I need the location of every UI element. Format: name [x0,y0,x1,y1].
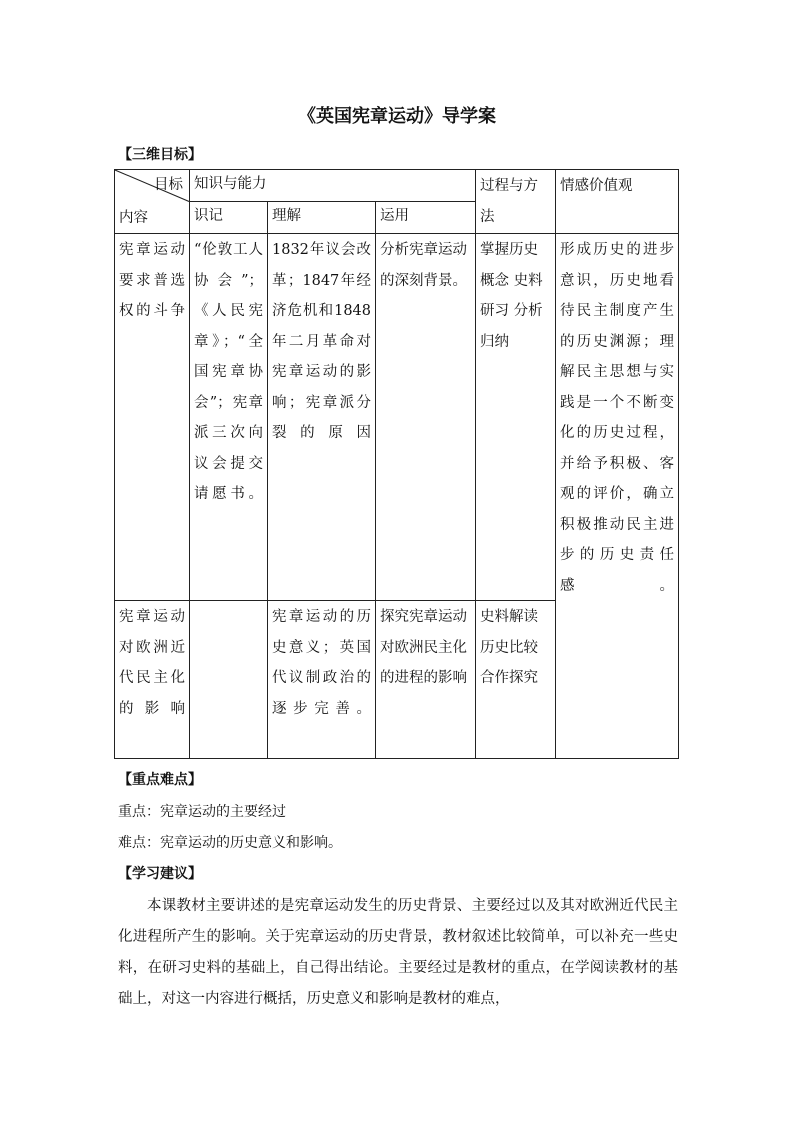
header-process: 过程与方法 [476,170,556,234]
key-point-text: 重点：宪章运动的主要经过 [118,804,286,820]
section-heading-goals: 【三维目标】 [118,147,202,163]
row1-understand: 1832年议会改革；1847年经济危机和1848年二月革命对宪章运动的影响；宪章派分裂的原因 [268,234,376,601]
row1-apply: 分析宪章运动的深刻背景。 [376,234,476,601]
header-recall: 识记 [190,202,268,234]
header-emotion: 情感价值观 [556,170,679,234]
row1-content: 宪章运动要求普选权的斗争 [115,234,190,601]
row1-recall: “伦敦工人协会”；《人民宪章》；“全国宪章协会”；宪章派三次向议会提交请愿书。 [190,234,268,601]
difficult-point-text: 难点：宪章运动的历史意义和影响。 [118,835,342,851]
diagonal-header-cell [115,170,190,234]
section-heading-advice: 【学习建议】 [118,866,202,882]
row2-content: 宪章运动对欧洲近代民主化的影响 [115,601,190,759]
row1-process: 掌握历史概念 史料研习 分析归纳 [476,234,556,601]
goals-table [114,169,679,759]
row2-recall [190,601,268,759]
header-apply: 运用 [376,202,476,234]
header-knowledge: 知识与能力 [190,170,476,202]
row2-apply: 探究宪章运动对欧洲民主化的进程的影响 [376,601,476,759]
row2-process: 史料解读 历史比较 合作探究 [476,601,556,759]
advice-paragraph: 本课教材主要讲述的是宪章运动发生的历史背景、主要经过以及其对欧洲近代民主化进程所产生的影响。关于宪章运动的历史背景，教材叙述比较简单，可以补充一些史料，在研习史料的基础上，自己得出结论。主要经过是教材的重点，在学阅读教材的基础上，对这一内容进行概括，历史意义和影响是教材的难点， [118,898,678,1007]
table-header-row [115,170,679,202]
corner-label-goal: 目标 [154,177,183,193]
corner-label-content: 内容 [119,210,148,226]
header-understand: 理解 [268,202,376,234]
emotion-cell: 形成历史的进步意识，历史地看待民主制度产生的历史渊源；理解民主思想与实践是一个不断变化的历史过程，并给予积极、客观的评价，确立积极推动民主进步的历史责任感。 [556,234,679,759]
section-heading-key: 【重点难点】 [118,772,202,788]
page-title: 《英国宪章运动》导学案 [298,106,496,127]
row2-understand: 宪章运动的历史意义；英国代议制政治的逐步完善。 [268,601,376,759]
table-row [115,234,679,601]
